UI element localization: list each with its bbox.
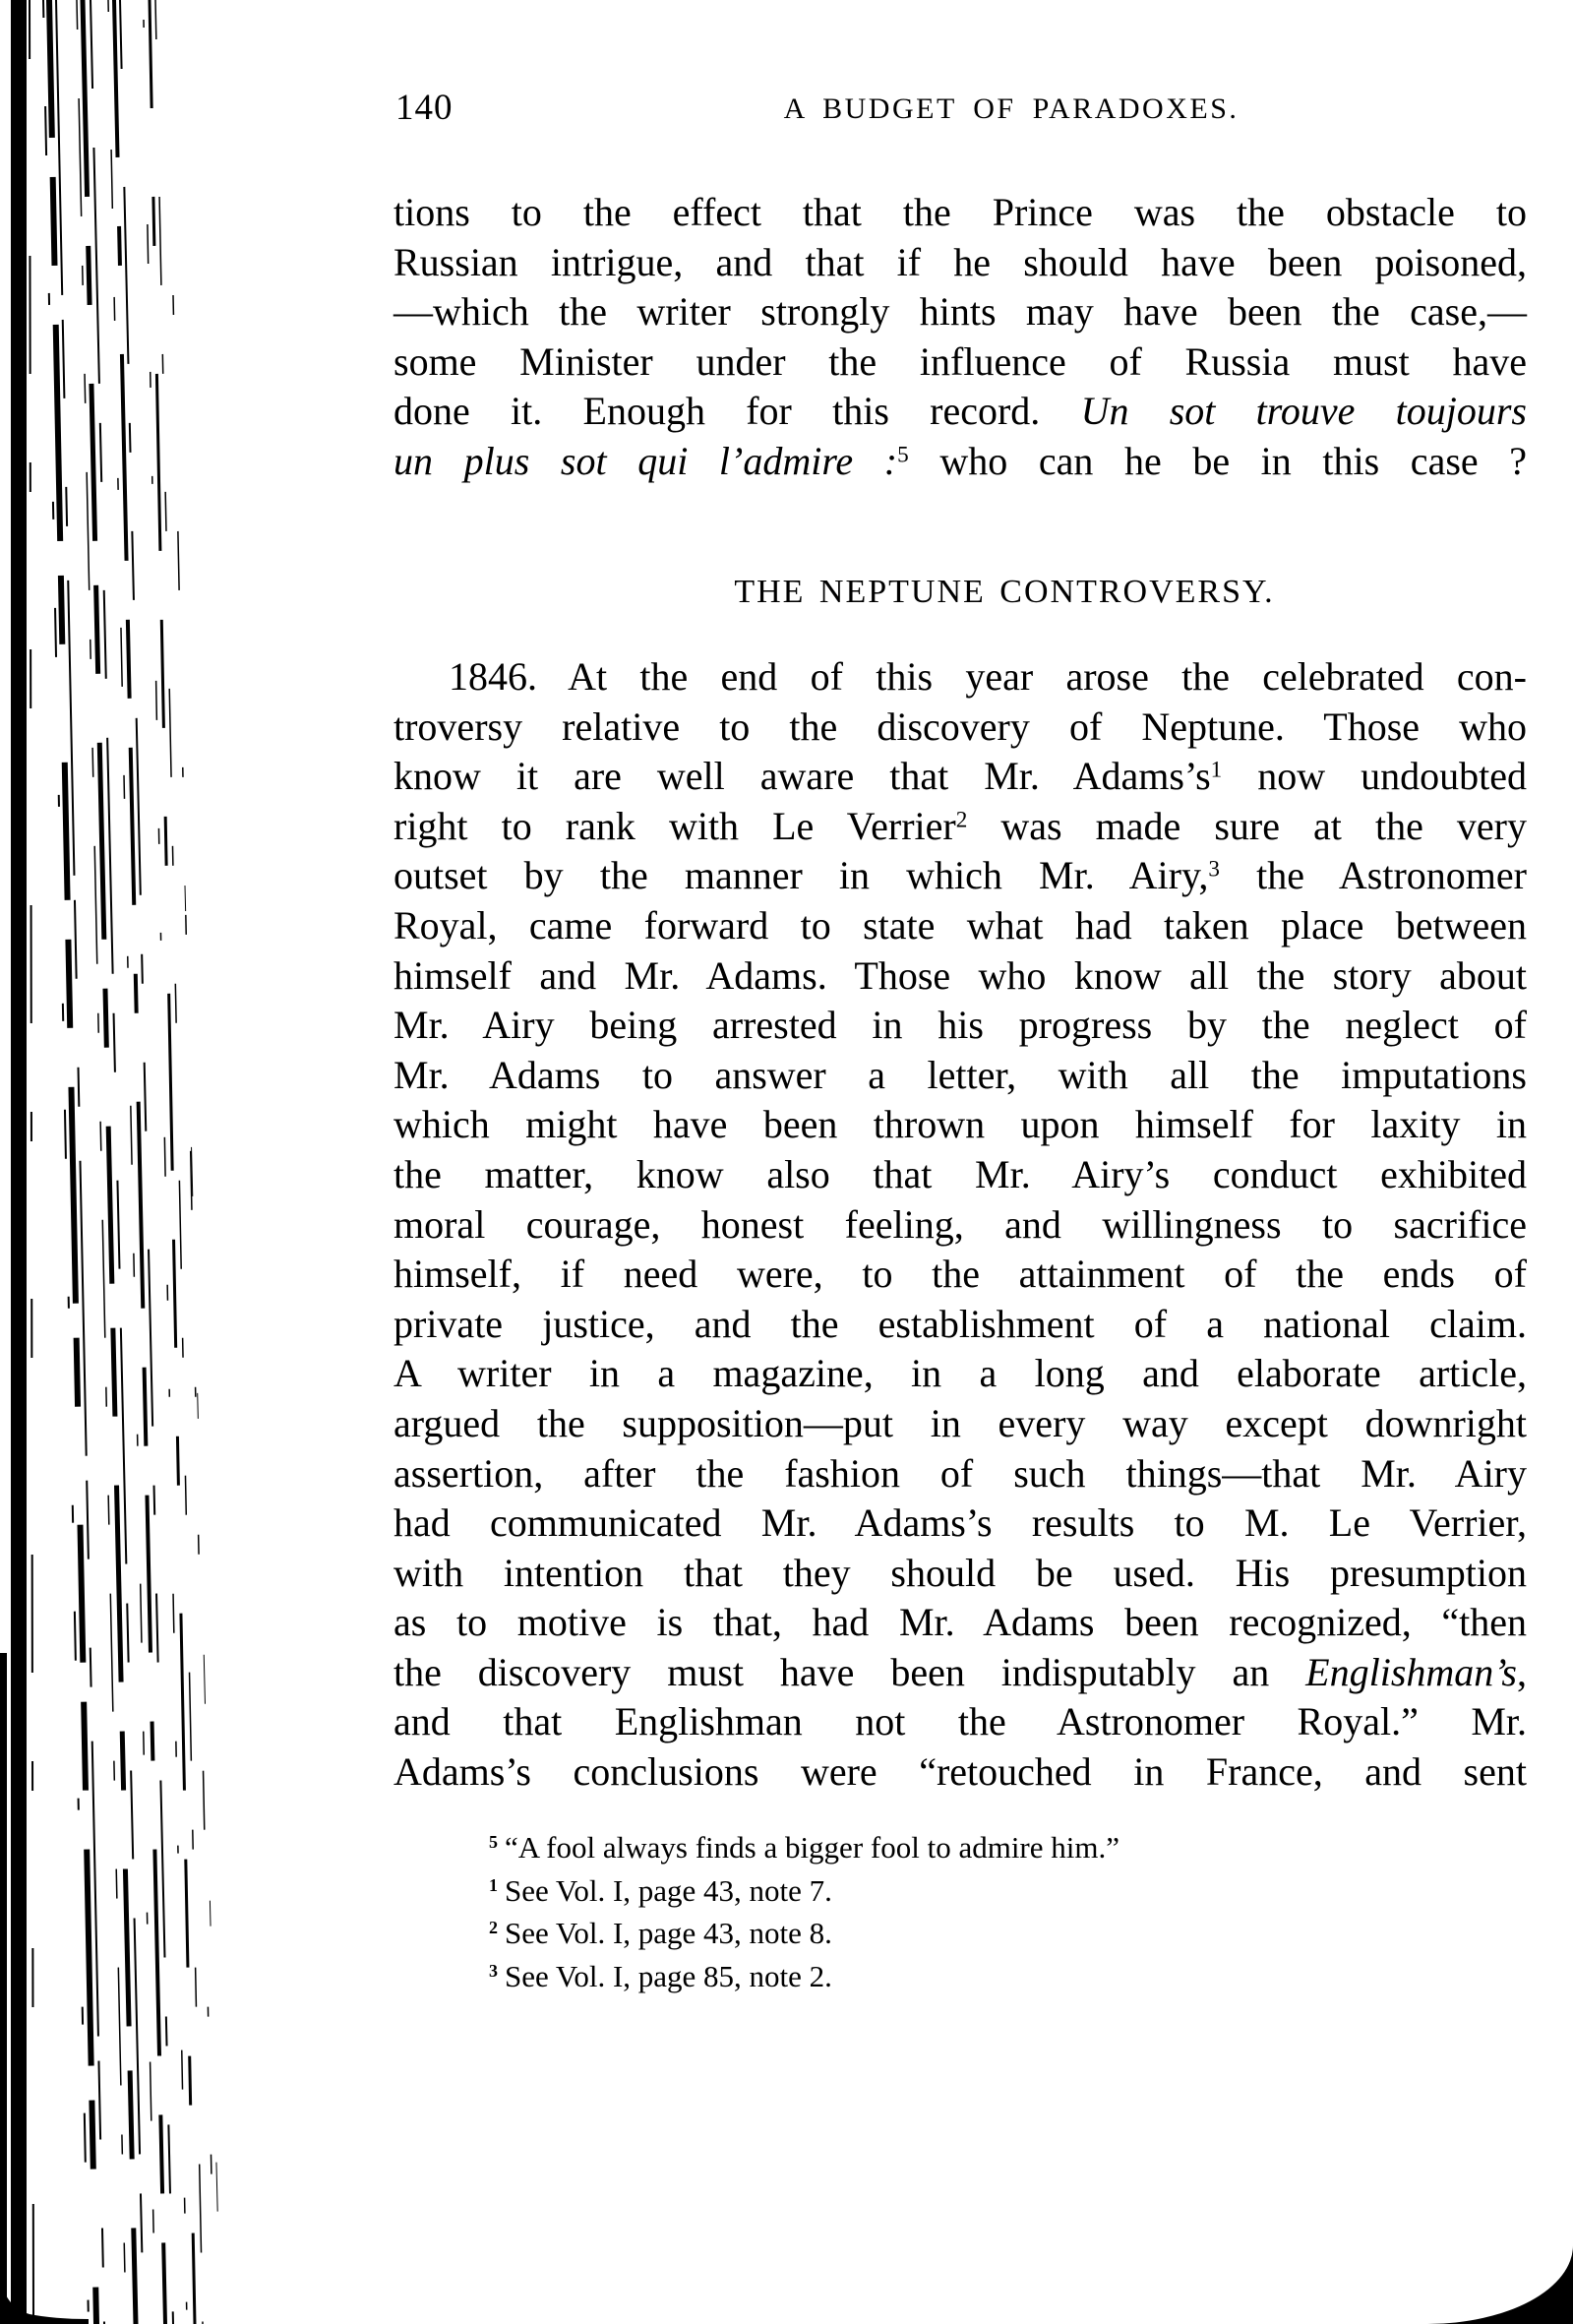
- neptune-paragraph: [393, 652, 1527, 1798]
- footnote-marker: 3: [489, 1960, 498, 1981]
- text-line: assertion, after the fashion of such things—that Mr. Airy: [393, 1450, 1527, 1496]
- text-line: himself, if need were, to the attainment of the ends of: [393, 1252, 1527, 1297]
- text-line: know it are well aware that Mr. $Adams’s^1$ now undoubted: [393, 754, 1527, 799]
- text-line: Mr. Airy being arrested in his progress by the neglect of: [393, 1003, 1527, 1048]
- text-line: Russian intrigue, and that if he should have been poisoned,: [393, 239, 1527, 284]
- text-line: some Minister under the influence of Russia must have: [393, 338, 1527, 384]
- text-line: had communicated Mr. Adams’s results to M. Le Verrier,: [393, 1500, 1527, 1546]
- text-line: Royal, came forward to state what had taken place between: [393, 902, 1527, 948]
- page-corner-shadow: [1427, 2245, 1573, 2324]
- text-line: argued the supposition—put in every way except downright: [393, 1400, 1527, 1445]
- text-line: Mr. Adams to answer a letter, with all the imputations: [393, 1052, 1527, 1097]
- text-line: tions to the effect that the Prince was the obstacle to: [393, 190, 1527, 234]
- footnote: [489, 1869, 1453, 1913]
- text-line: right to rank with Le Verrier$^2$ was made sure at the very: [393, 803, 1527, 848]
- text-line: as to motive is that, had Mr. Adams been recognized, “then: [393, 1600, 1527, 1645]
- footnote-text: See Vol. I, page 43, note 8.: [504, 1916, 832, 1950]
- footnote-text: “A fool always finds a bigger fool to admire him.”: [504, 1830, 1119, 1865]
- text-line: the matter, know also that Mr. Airy’s conduct exhibited: [393, 1151, 1527, 1196]
- continuation-paragraph: [393, 188, 1527, 487]
- text-line: moral courage, honest feeling, and willingness to sacrifice: [393, 1201, 1527, 1247]
- footnote-text: See Vol. I, page 85, note 2.: [504, 1958, 832, 1993]
- running-title: A BUDGET OF PARADOXES.: [783, 92, 1240, 125]
- footnote-marker: 2: [489, 1918, 498, 1938]
- text-line: Adams’s conclusions were “retouched in France, and sent: [393, 1749, 1527, 1795]
- text-line: and that Englishman not the Astronomer Royal.” Mr.: [393, 1699, 1527, 1744]
- footnote-marker: 1: [489, 1874, 498, 1895]
- text-line: un plus sot qui l’admire :$^5$ who can he be in this case ?: [393, 438, 1528, 483]
- footnote: [489, 1912, 1453, 1955]
- text-line: which might have been thrown upon himself for laxity in: [393, 1102, 1527, 1147]
- text-line: 1846. At the end of this year arose the celebrated con-: [449, 654, 1527, 699]
- page-header: [393, 87, 1527, 130]
- binding-scan-artifact: [0, 0, 226, 2324]
- text-line: done it. Enough for this record. Un sot trouve toujours: [393, 389, 1527, 434]
- text-line: outset by the manner in which Mr. Airy,$^3$ the Astronomer: [393, 853, 1527, 898]
- footnote-marker: 5: [489, 1832, 498, 1853]
- text-line: A writer in a magazine, in a long and elaborate article,: [393, 1351, 1527, 1396]
- text-line: private justice, and the establishment of a national claim.: [393, 1301, 1527, 1346]
- footnote: [489, 1955, 1453, 1998]
- page-number: 140: [395, 88, 454, 128]
- text-line: —which the writer strongly hints may have been the case,—: [393, 289, 1527, 335]
- footnote: [489, 1826, 1453, 1869]
- text-line: troversy relative to the discovery of Neptune. Those who: [393, 703, 1527, 749]
- section-heading: THE NEPTUNE CONTROVERSY.: [734, 574, 1275, 610]
- text-line: the discovery must have been indisputably an Englishman’s,: [393, 1649, 1527, 1694]
- text-line: himself and Mr. Adams. Those who know all the story about: [393, 952, 1527, 998]
- footnote-text: See Vol. I, page 43, note 7.: [504, 1872, 832, 1908]
- footnotes-block: [489, 1826, 1453, 1997]
- text-line: with intention that they should be used. His presumption: [393, 1550, 1527, 1595]
